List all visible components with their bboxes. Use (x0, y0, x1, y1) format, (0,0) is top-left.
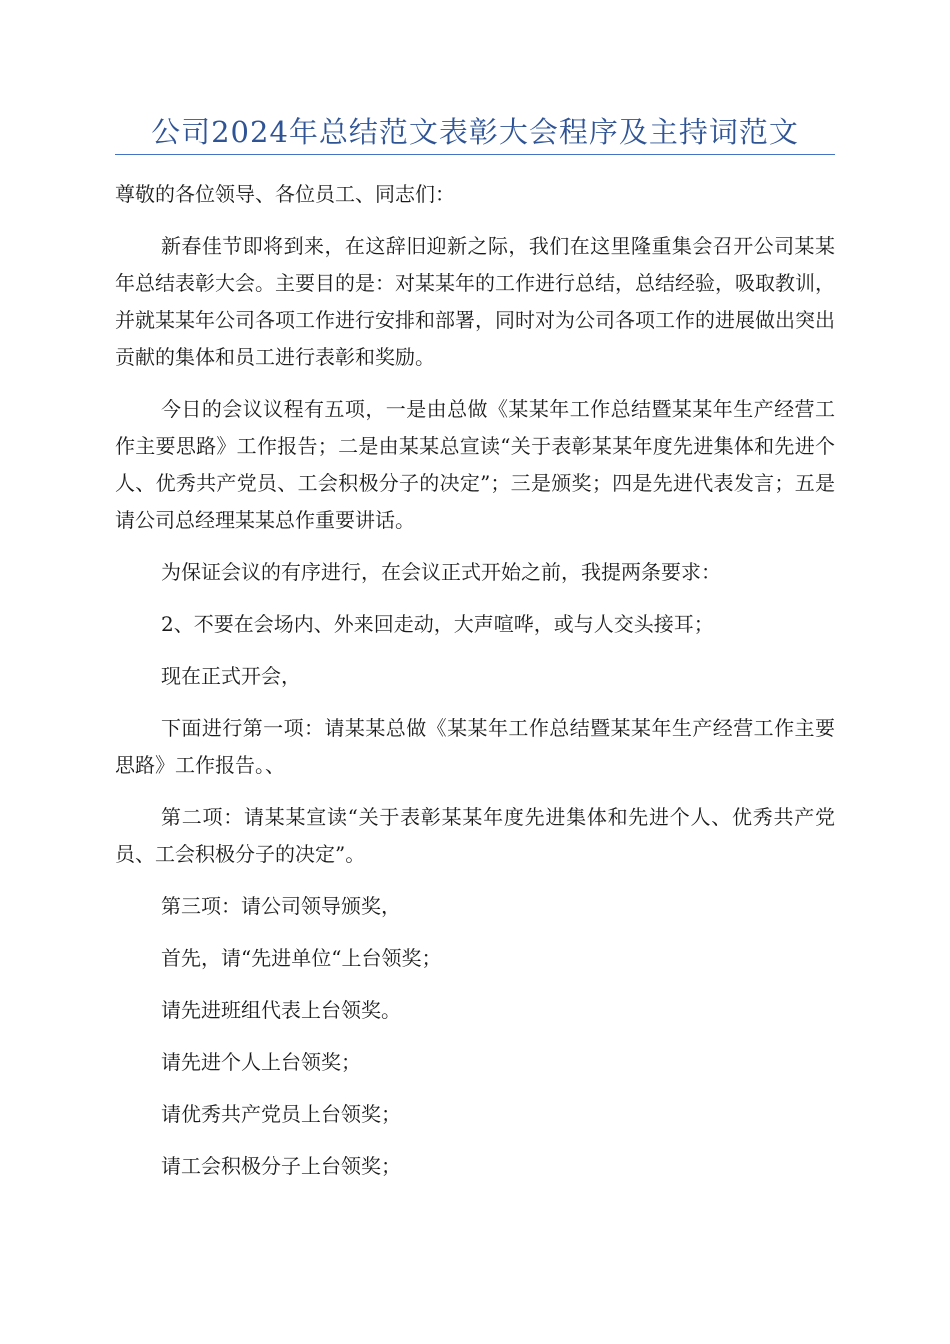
title-underline (115, 154, 835, 155)
paragraph-item-2: 第二项：请某某宣读“关于表彰某某年度先进集体和先进个人、优秀共产党员、工会积极分子的决定”。 (115, 805, 835, 866)
paragraph-open-meeting: 现在正式开会， (161, 664, 301, 688)
document-body (115, 176, 835, 1200)
paragraph-award-units: 首先，请“先进单位“上台领奖； (161, 946, 442, 970)
paragraph-item-1: 下面进行第一项：请某某总做《某某年工作总结暨某某年生产经营工作主要思路》工作报告。、 (115, 716, 835, 777)
paragraph-requirement-2: 2、不要在会场内、外来回走动，大声喧哗，或与人交头接耳； (161, 612, 714, 636)
paragraph-award-union-activists: 请工会积极分子上台领奖； (161, 1154, 401, 1178)
paragraph-award-party-members: 请优秀共产党员上台领奖； (161, 1102, 401, 1126)
paragraph-requirements: 为保证会议的有序进行，在会议正式开始之前，我提两条要求： (161, 560, 721, 584)
paragraph-award-individuals: 请先进个人上台领奖； (161, 1050, 361, 1074)
paragraph-item-3: 第三项：请公司领导颁奖， (161, 894, 401, 918)
paragraph-agenda: 今日的会议议程有五项，一是由总做《某某年工作总结暨某某年生产经营工作主要思路》工作报告；二是由某某总宣读“关于表彰某某年度先进集体和先进个人、优秀共产党员、工会积极分子的决定”；三是颁奖；四是先进代表发言；五是请公司总经理某某总作重要讲话。 (115, 397, 835, 532)
document-title: 公司2024年总结范文表彰大会程序及主持词范文 (151, 115, 799, 149)
salutation: 尊敬的各位领导、各位员工、同志们： (115, 182, 455, 206)
paragraph-intro: 新春佳节即将到来，在这辞旧迎新之际，我们在这里隆重集会召开公司某某年总结表彰大会。主要目的是：对某某年的工作进行总结，总结经验，吸取教训，并就某某年公司各项工作进行安排和部署，同时对为公司各项工作的进展做出突出贡献的集体和员工进行表彰和奖励。 (115, 234, 835, 369)
paragraph-award-teams: 请先进班组代表上台领奖。 (161, 998, 401, 1022)
